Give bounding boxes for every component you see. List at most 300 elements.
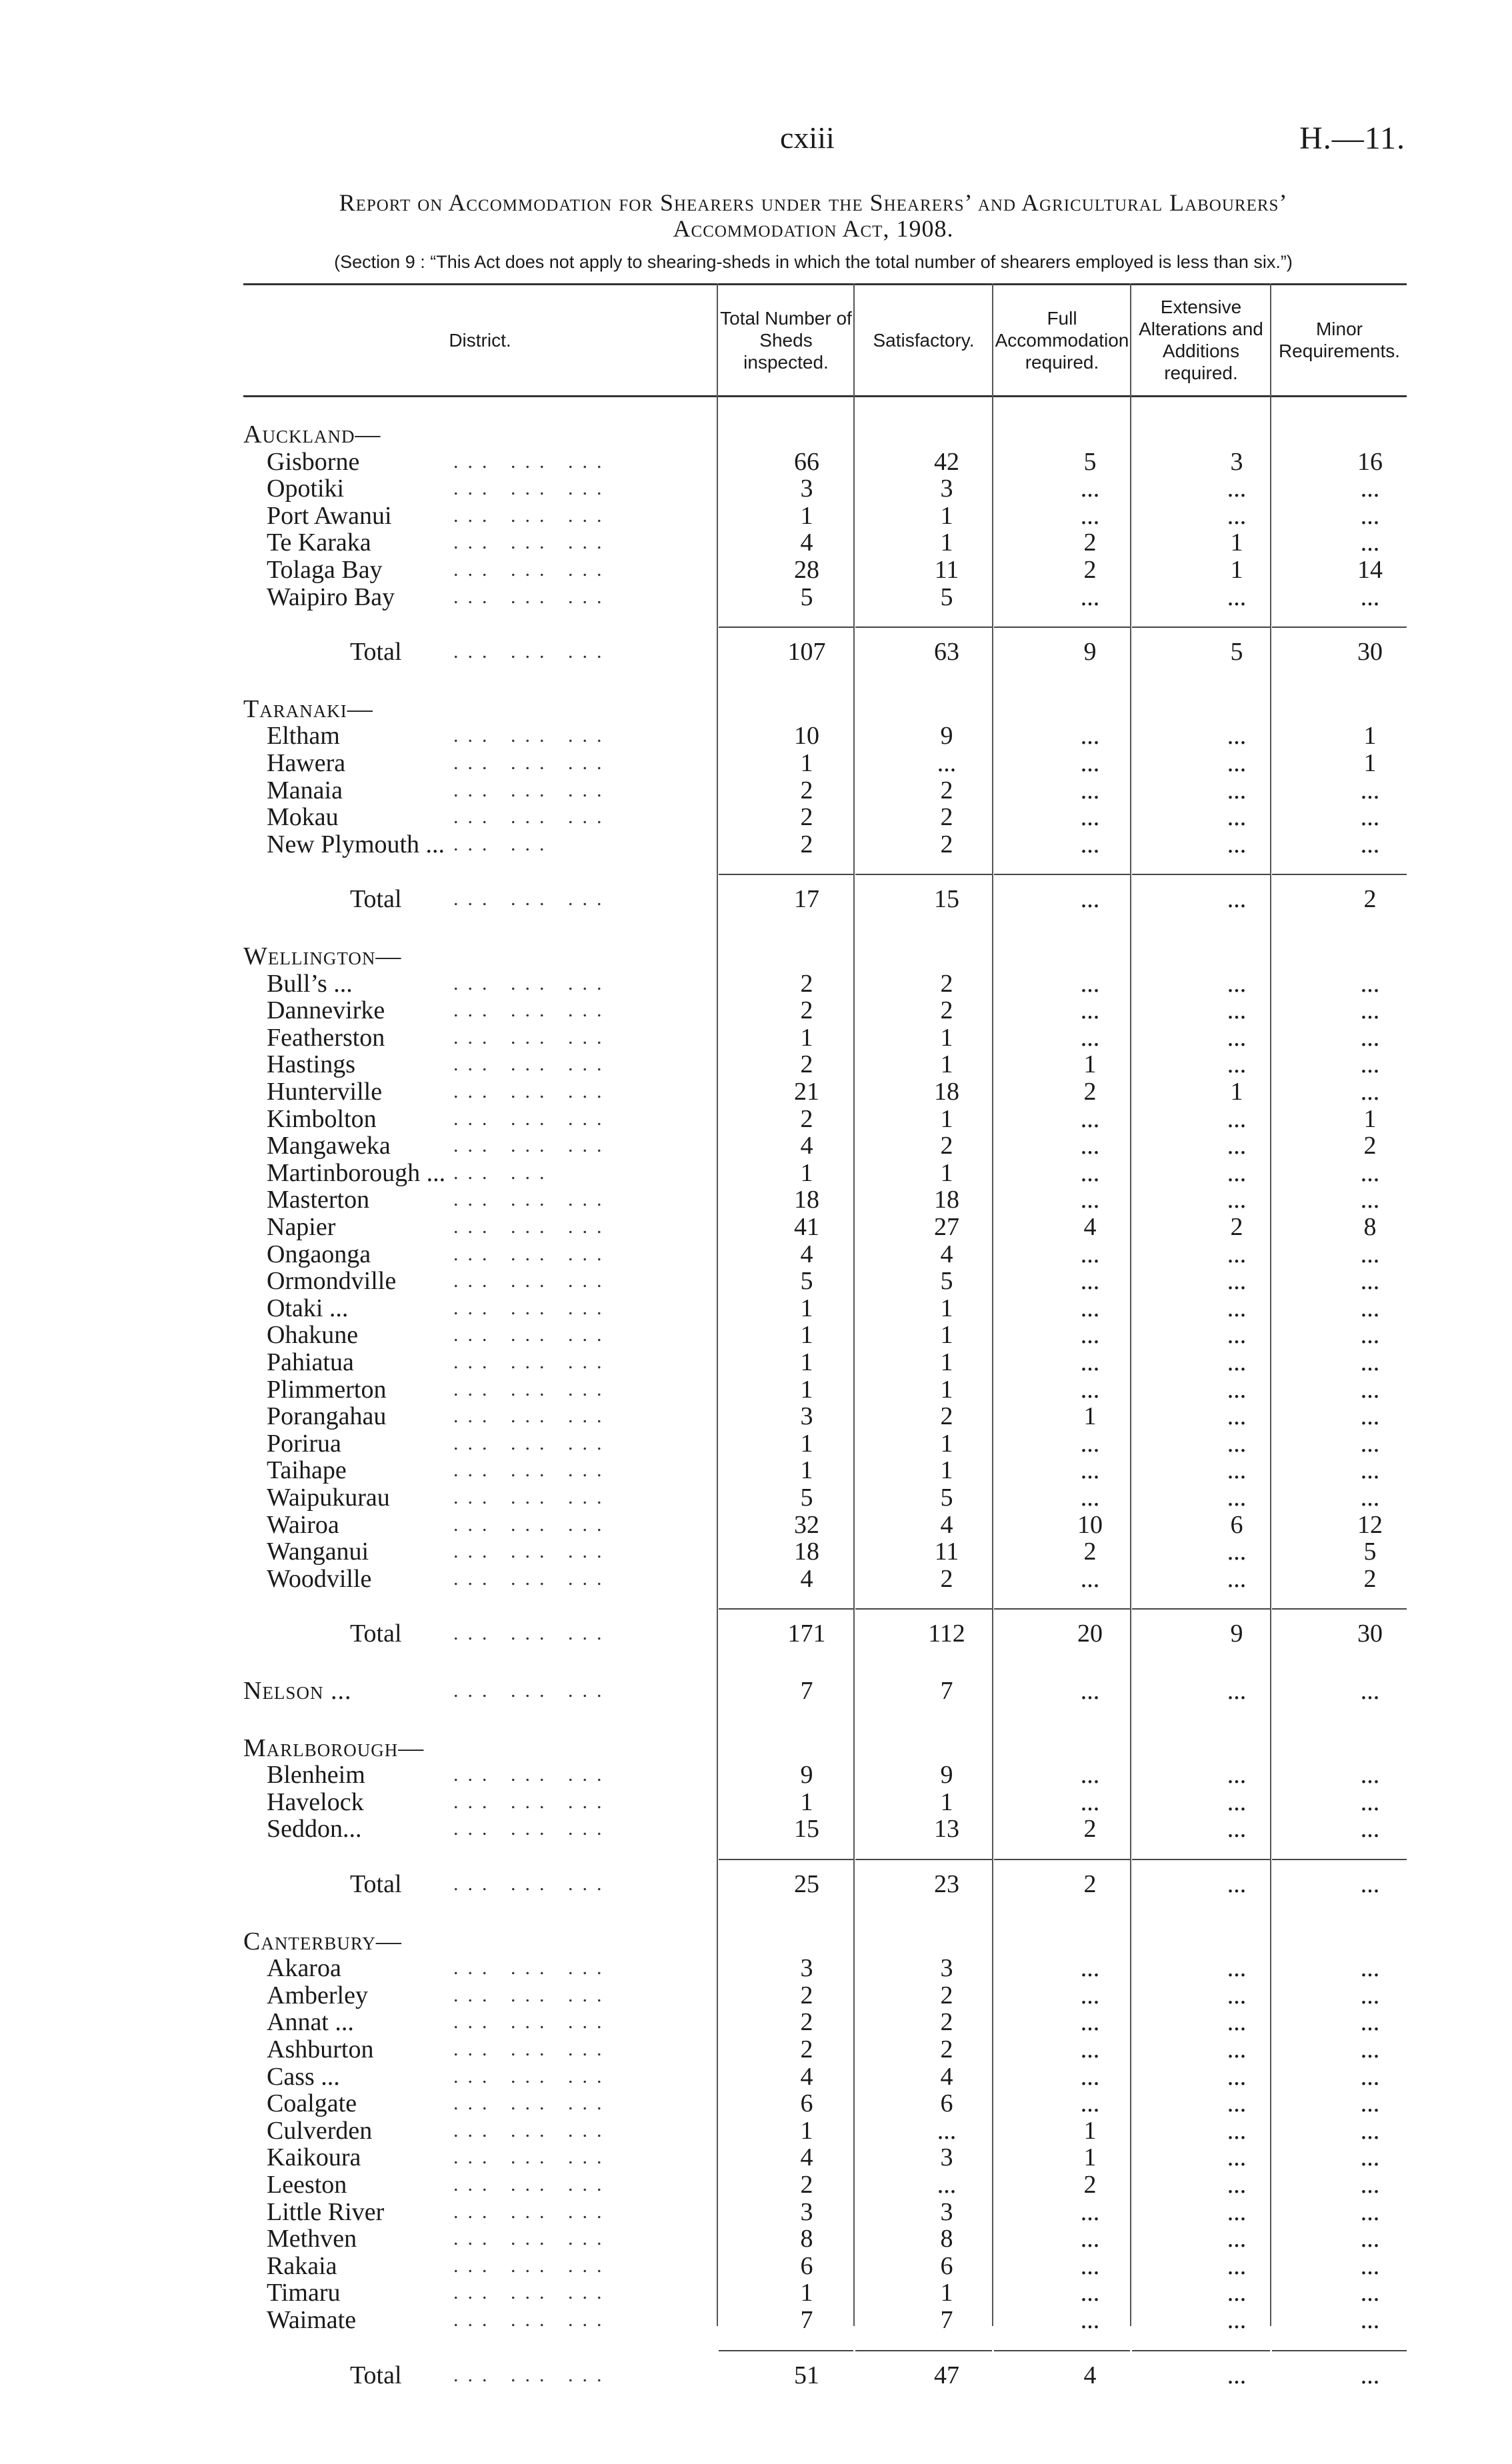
extensive-alterations-count: ... bbox=[1227, 1429, 1247, 1458]
full-accommodation-count: 2 bbox=[1083, 1078, 1097, 1106]
extensive-alterations-count: ... bbox=[1227, 2116, 1247, 2145]
total-count: 9 bbox=[800, 1761, 813, 1790]
total-count: 3 bbox=[800, 475, 813, 503]
extensive-alterations-count: ... bbox=[1227, 2197, 1247, 2226]
table-row bbox=[0, 970, 1512, 997]
row-label: Little River bbox=[267, 2197, 385, 2226]
leader-dots: ... ... ... bbox=[453, 640, 611, 663]
table-row bbox=[0, 1566, 1512, 1592]
row-label: New Plymouth ... bbox=[267, 830, 445, 858]
full-accommodation-count: 2 bbox=[1083, 1870, 1097, 1898]
table-row bbox=[0, 1484, 1512, 1511]
total-rule bbox=[994, 874, 1130, 875]
total-rule bbox=[1272, 1608, 1407, 1610]
satisfactory-count: 4 bbox=[940, 1240, 953, 1268]
total-rule bbox=[994, 626, 1130, 628]
table-row bbox=[0, 2307, 1512, 2333]
minor-requirements-count: ... bbox=[1360, 2035, 1380, 2063]
minor-requirements-count: ... bbox=[1360, 830, 1380, 858]
table-row bbox=[0, 1376, 1512, 1403]
extensive-alterations-count: ... bbox=[1227, 776, 1247, 804]
total-rule bbox=[719, 1608, 853, 1610]
total-count: 6 bbox=[800, 2089, 813, 2118]
satisfactory-count: 11 bbox=[934, 556, 959, 584]
minor-requirements-count: ... bbox=[1360, 1815, 1380, 1844]
table-row bbox=[0, 2063, 1512, 2090]
total-rule bbox=[855, 1859, 992, 1860]
extensive-alterations-count: ... bbox=[1227, 1564, 1247, 1593]
total-count: 107 bbox=[787, 638, 826, 666]
leader-dots: ... ... ... bbox=[453, 1622, 611, 1645]
column-header-total: Total Number of Sheds inspected. bbox=[720, 307, 852, 373]
satisfactory-count: 18 bbox=[934, 1186, 959, 1214]
full-accommodation-count: 2 bbox=[1083, 1538, 1097, 1566]
extensive-alterations-count: ... bbox=[1227, 501, 1247, 530]
extensive-alterations-count: ... bbox=[1227, 2062, 1247, 2091]
page-number: cxiii bbox=[780, 121, 835, 155]
satisfactory-count: 1 bbox=[940, 1050, 953, 1079]
satisfactory-count: 5 bbox=[940, 1484, 953, 1512]
row-label: Kimbolton bbox=[267, 1104, 377, 1133]
row-label: Nelson ... bbox=[243, 1677, 352, 1705]
total-count: 28 bbox=[794, 556, 819, 584]
total-rule bbox=[994, 2350, 1130, 2351]
extensive-alterations-count: ... bbox=[1227, 2251, 1247, 2280]
extensive-alterations-count: ... bbox=[1227, 885, 1247, 914]
minor-requirements-count: 1 bbox=[1363, 1104, 1377, 1133]
full-accommodation-count: ... bbox=[1080, 2251, 1100, 2280]
satisfactory-count: ... bbox=[937, 749, 957, 777]
leader-dots: ... ... ... bbox=[453, 1432, 611, 1454]
leader-dots: ... ... ... bbox=[453, 585, 611, 608]
table-row bbox=[0, 449, 1512, 475]
full-accommodation-count: 5 bbox=[1083, 447, 1097, 476]
total-count: 15 bbox=[794, 1815, 819, 1844]
total-count: 7 bbox=[800, 1677, 813, 1705]
total-count: 4 bbox=[800, 529, 813, 557]
satisfactory-count: 1 bbox=[940, 1321, 953, 1350]
table-row bbox=[0, 475, 1512, 502]
extensive-alterations-count: ... bbox=[1227, 830, 1247, 858]
leader-dots: ... ... ... bbox=[453, 2092, 611, 2115]
table-row bbox=[0, 1457, 1512, 1484]
table-row bbox=[0, 831, 1512, 858]
row-label: Otaki ... bbox=[267, 1294, 349, 1322]
leader-dots: ... ... ... bbox=[453, 2281, 611, 2304]
extensive-alterations-count: ... bbox=[1227, 996, 1247, 1025]
minor-requirements-count: ... bbox=[1360, 1788, 1380, 1816]
satisfactory-count: 4 bbox=[940, 2062, 953, 2091]
leader-dots: ... ... ... bbox=[453, 1296, 611, 1319]
extensive-alterations-count: ... bbox=[1227, 1132, 1247, 1160]
row-label: Mokau bbox=[267, 803, 339, 832]
row-label: Plimmerton bbox=[267, 1375, 387, 1404]
row-label: Marlborough— bbox=[243, 1734, 425, 1762]
leader-dots: ... ... ... bbox=[453, 806, 611, 828]
table-row bbox=[0, 1678, 1512, 1704]
minor-requirements-count: ... bbox=[1360, 2116, 1380, 2145]
full-accommodation-count: ... bbox=[1080, 2008, 1100, 2037]
leader-dots: ... ... ... bbox=[453, 1026, 611, 1048]
leader-dots: ... ... ... bbox=[453, 1134, 611, 1157]
minor-requirements-count: ... bbox=[1360, 2361, 1380, 2389]
satisfactory-count: 3 bbox=[940, 1954, 953, 1983]
total-count: 10 bbox=[794, 722, 819, 750]
row-label: Coalgate bbox=[267, 2089, 357, 2118]
satisfactory-count: 1 bbox=[940, 501, 953, 530]
full-accommodation-count: ... bbox=[1080, 2035, 1100, 2063]
minor-requirements-count: ... bbox=[1360, 2089, 1380, 2118]
extensive-alterations-count: ... bbox=[1227, 1321, 1247, 1350]
full-accommodation-count: ... bbox=[1080, 2089, 1100, 2118]
satisfactory-count: 2 bbox=[940, 1564, 953, 1593]
full-accommodation-count: 1 bbox=[1083, 2143, 1097, 2172]
total-count: 3 bbox=[800, 1402, 813, 1431]
leader-dots: ... ... ... bbox=[453, 2200, 611, 2223]
document-reference: H.—11. bbox=[1299, 121, 1405, 156]
satisfactory-count: 1 bbox=[940, 1023, 953, 1052]
full-accommodation-count: ... bbox=[1080, 996, 1100, 1025]
satisfactory-count: 1 bbox=[940, 1104, 953, 1133]
full-accommodation-count: 2 bbox=[1083, 556, 1097, 584]
row-label: Tolaga Bay bbox=[267, 556, 383, 584]
minor-requirements-count: 5 bbox=[1363, 1538, 1377, 1566]
full-accommodation-count: ... bbox=[1080, 1023, 1100, 1052]
minor-requirements-count: 2 bbox=[1363, 885, 1377, 914]
leader-dots: ... ... ... bbox=[453, 2227, 611, 2250]
satisfactory-count: 2 bbox=[940, 803, 953, 832]
leader-dots: ... ... ... bbox=[453, 1216, 611, 1238]
minor-requirements-count: ... bbox=[1360, 1078, 1380, 1106]
row-label: Ohakune bbox=[267, 1321, 359, 1350]
full-accommodation-count: ... bbox=[1080, 885, 1100, 914]
minor-requirements-count: ... bbox=[1360, 803, 1380, 832]
full-accommodation-count: ... bbox=[1080, 803, 1100, 832]
total-count: 1 bbox=[800, 2116, 813, 2145]
table-row bbox=[0, 529, 1512, 556]
table-row bbox=[0, 1955, 1512, 1981]
satisfactory-count: 63 bbox=[934, 638, 959, 666]
leader-dots: ... ... ... bbox=[453, 999, 611, 1022]
minor-requirements-count: ... bbox=[1360, 583, 1380, 611]
leader-dots: ... ... ... bbox=[453, 1513, 611, 1536]
row-label: Total bbox=[350, 1870, 402, 1898]
minor-requirements-count: ... bbox=[1360, 2197, 1380, 2226]
total-count: 7 bbox=[800, 2306, 813, 2334]
row-label: Blenheim bbox=[267, 1761, 365, 1790]
extensive-alterations-count: ... bbox=[1227, 1677, 1247, 1705]
extensive-alterations-count: 5 bbox=[1230, 638, 1243, 666]
table-row bbox=[0, 2253, 1512, 2279]
satisfactory-count: 42 bbox=[934, 447, 959, 476]
row-label: Akaroa bbox=[267, 1954, 341, 1983]
total-rule bbox=[994, 1608, 1130, 1610]
row-label: Napier bbox=[267, 1213, 336, 1241]
total-count: 5 bbox=[800, 1484, 813, 1512]
minor-requirements-count: ... bbox=[1360, 996, 1380, 1025]
row-label: Ongaonga bbox=[267, 1240, 371, 1268]
full-accommodation-count: ... bbox=[1080, 2306, 1100, 2334]
leader-dots: ... ... ... bbox=[453, 559, 611, 581]
minor-requirements-count: ... bbox=[1360, 1240, 1380, 1268]
full-accommodation-count: ... bbox=[1080, 749, 1100, 777]
table-row bbox=[0, 1241, 1512, 1268]
extensive-alterations-count: ... bbox=[1227, 1294, 1247, 1322]
table-row bbox=[0, 2036, 1512, 2063]
total-rule bbox=[719, 2350, 853, 2351]
table-row bbox=[0, 557, 1512, 583]
minor-requirements-count: 14 bbox=[1357, 556, 1383, 584]
leader-dots: ... ... ... bbox=[453, 504, 611, 527]
full-accommodation-count: ... bbox=[1080, 583, 1100, 611]
total-count: 1 bbox=[800, 1321, 813, 1350]
extensive-alterations-count: ... bbox=[1227, 2171, 1247, 2199]
satisfactory-count: 2 bbox=[940, 996, 953, 1025]
full-accommodation-count: 4 bbox=[1083, 1213, 1097, 1241]
extensive-alterations-count: 9 bbox=[1230, 1620, 1243, 1648]
full-accommodation-count: ... bbox=[1080, 1761, 1100, 1790]
row-label: Ormondville bbox=[267, 1267, 397, 1296]
total-row bbox=[0, 886, 1512, 912]
total-count: 25 bbox=[794, 1870, 819, 1898]
total-row bbox=[0, 1620, 1512, 1647]
table-row bbox=[0, 2279, 1512, 2306]
total-count: 2 bbox=[800, 2008, 813, 2037]
full-accommodation-count: 2 bbox=[1083, 1815, 1097, 1844]
extensive-alterations-count: ... bbox=[1227, 2035, 1247, 2063]
satisfactory-count: 112 bbox=[928, 1620, 965, 1648]
table-row bbox=[0, 1132, 1512, 1159]
extensive-alterations-count: 1 bbox=[1230, 1078, 1243, 1106]
row-label: Cass ... bbox=[267, 2062, 340, 2091]
leader-dots: ... ... ... bbox=[453, 2309, 611, 2331]
minor-requirements-count: ... bbox=[1360, 1954, 1380, 1983]
full-accommodation-count: 20 bbox=[1077, 1620, 1103, 1648]
column-header-extensive-alterations: Extensive Alterations and Additions required. bbox=[1139, 297, 1263, 383]
row-label: Manaia bbox=[267, 776, 343, 804]
total-count: 32 bbox=[794, 1510, 819, 1539]
full-accommodation-count: ... bbox=[1080, 1677, 1100, 1705]
district-group-row bbox=[0, 1928, 1512, 1955]
extensive-alterations-count: ... bbox=[1227, 1815, 1247, 1844]
total-count: 1 bbox=[800, 2279, 813, 2307]
table-row bbox=[0, 1051, 1512, 1078]
satisfactory-count: 27 bbox=[934, 1213, 959, 1241]
satisfactory-count: 1 bbox=[940, 1788, 953, 1816]
extensive-alterations-count: ... bbox=[1227, 1348, 1247, 1376]
satisfactory-count: 1 bbox=[940, 1456, 953, 1485]
satisfactory-count: 2 bbox=[940, 1402, 953, 1431]
total-count: 1 bbox=[800, 1788, 813, 1816]
minor-requirements-count: 2 bbox=[1363, 1564, 1377, 1593]
total-rule bbox=[1272, 1859, 1407, 1860]
leader-dots: ... ... ... bbox=[453, 1540, 611, 1563]
total-row bbox=[0, 638, 1512, 665]
full-accommodation-count: ... bbox=[1080, 2279, 1100, 2307]
row-label: Masterton bbox=[267, 1186, 370, 1214]
full-accommodation-count: 2 bbox=[1083, 2171, 1097, 2199]
satisfactory-count: 7 bbox=[940, 2306, 953, 2334]
extensive-alterations-count: ... bbox=[1227, 1375, 1247, 1404]
row-label: Opotiki bbox=[267, 475, 345, 503]
leader-dots: ... ... ... bbox=[453, 2363, 611, 2386]
row-label: Amberley bbox=[267, 1981, 368, 2009]
row-label: Pahiatua bbox=[267, 1348, 354, 1376]
row-label: Annat ... bbox=[267, 2008, 354, 2037]
full-accommodation-count: ... bbox=[1080, 1267, 1100, 1296]
leader-dots: ... ... ... bbox=[453, 972, 611, 994]
leader-dots: ... ... ... bbox=[453, 1324, 611, 1346]
total-count: 6 bbox=[800, 2251, 813, 2280]
section-note: (Section 9 : “This Act does not apply to shearing-sheds in which the total number of shearers employed is less than six.”) bbox=[334, 252, 1293, 272]
table-row bbox=[0, 1268, 1512, 1294]
satisfactory-count: 1 bbox=[940, 1294, 953, 1322]
satisfactory-count: 2 bbox=[940, 1132, 953, 1160]
row-label: Culverden bbox=[267, 2116, 373, 2145]
total-rule bbox=[855, 874, 992, 875]
minor-requirements-count: 2 bbox=[1363, 1132, 1377, 1160]
full-accommodation-count: 2 bbox=[1083, 529, 1097, 557]
total-rule bbox=[855, 2350, 992, 2351]
total-count: 2 bbox=[800, 776, 813, 804]
total-count: 4 bbox=[800, 1132, 813, 1160]
table-row bbox=[0, 584, 1512, 611]
full-accommodation-count: ... bbox=[1080, 1348, 1100, 1376]
column-header-full-accommodation: Full Accommodation required. bbox=[995, 307, 1129, 373]
leader-dots: ... ... ... bbox=[453, 1983, 611, 2006]
leader-dots: ... ... ... bbox=[453, 2254, 611, 2277]
total-count: 171 bbox=[787, 1620, 826, 1648]
table-row bbox=[0, 1982, 1512, 2009]
full-accommodation-count: ... bbox=[1080, 969, 1100, 998]
row-label: Canterbury— bbox=[243, 1927, 402, 1955]
total-count: 1 bbox=[800, 1158, 813, 1187]
satisfactory-count: 2 bbox=[940, 2008, 953, 2037]
table-row bbox=[0, 1538, 1512, 1565]
extensive-alterations-count: ... bbox=[1227, 1023, 1247, 1052]
satisfactory-count: 18 bbox=[934, 1078, 959, 1106]
minor-requirements-count: ... bbox=[1360, 1267, 1380, 1296]
total-rule bbox=[1272, 2350, 1407, 2351]
row-label: Kaikoura bbox=[267, 2143, 361, 2172]
full-accommodation-count: 1 bbox=[1083, 1402, 1097, 1431]
total-rule bbox=[1132, 1859, 1270, 1860]
extensive-alterations-count: 1 bbox=[1230, 556, 1243, 584]
leader-dots: ... ... ... bbox=[453, 2119, 611, 2141]
table-row bbox=[0, 2199, 1512, 2225]
satisfactory-count: 4 bbox=[940, 1510, 953, 1539]
row-label: Total bbox=[350, 1620, 402, 1648]
full-accommodation-count: ... bbox=[1080, 1564, 1100, 1593]
column-header-district: District. bbox=[449, 329, 511, 351]
extensive-alterations-count: 2 bbox=[1230, 1213, 1243, 1241]
table-row bbox=[0, 1430, 1512, 1457]
total-rule bbox=[719, 1859, 853, 1860]
table-row bbox=[0, 1106, 1512, 1132]
full-accommodation-count: 10 bbox=[1077, 1510, 1103, 1539]
total-row bbox=[0, 1871, 1512, 1897]
extensive-alterations-count: 6 bbox=[1230, 1510, 1243, 1539]
satisfactory-count: 3 bbox=[940, 2197, 953, 2226]
extensive-alterations-count: ... bbox=[1227, 583, 1247, 611]
row-label: Timaru bbox=[267, 2279, 341, 2307]
extensive-alterations-count: ... bbox=[1227, 1050, 1247, 1079]
leader-dots: ... ... ... bbox=[453, 1351, 611, 1373]
satisfactory-count: 1 bbox=[940, 1348, 953, 1376]
row-label: Total bbox=[350, 2361, 402, 2389]
table-row bbox=[0, 2090, 1512, 2117]
row-label: Porirua bbox=[267, 1429, 341, 1458]
table-row bbox=[0, 804, 1512, 830]
full-accommodation-count: ... bbox=[1080, 2062, 1100, 2091]
table-row bbox=[0, 1762, 1512, 1788]
leader-dots: ... ... ... bbox=[453, 1242, 611, 1265]
row-label: Dannevirke bbox=[267, 996, 385, 1025]
full-accommodation-count: ... bbox=[1080, 1484, 1100, 1512]
minor-requirements-count: 1 bbox=[1363, 749, 1377, 777]
leader-dots: ... ... ... bbox=[453, 2146, 611, 2169]
total-rule bbox=[994, 1859, 1130, 1860]
satisfactory-count: ... bbox=[937, 2116, 957, 2145]
extensive-alterations-count: ... bbox=[1227, 1761, 1247, 1790]
table-row bbox=[0, 1512, 1512, 1538]
leader-dots: ... ... ... bbox=[453, 778, 611, 801]
total-count: 1 bbox=[800, 1023, 813, 1052]
row-label: Hunterville bbox=[267, 1078, 383, 1106]
minor-requirements-count: ... bbox=[1360, 501, 1380, 530]
extensive-alterations-count: ... bbox=[1227, 1954, 1247, 1983]
row-label: Porangahau bbox=[267, 1402, 387, 1431]
row-label: Woodville bbox=[267, 1564, 372, 1593]
table-row bbox=[0, 1322, 1512, 1348]
table-row bbox=[0, 1816, 1512, 1842]
satisfactory-count: 1 bbox=[940, 529, 953, 557]
table-row bbox=[0, 1403, 1512, 1430]
extensive-alterations-count: ... bbox=[1227, 2225, 1247, 2253]
satisfactory-count: 2 bbox=[940, 2035, 953, 2063]
minor-requirements-count: ... bbox=[1360, 969, 1380, 998]
leader-dots: ... ... ... bbox=[453, 2011, 611, 2033]
extensive-alterations-count: 3 bbox=[1230, 447, 1243, 476]
full-accommodation-count: ... bbox=[1080, 475, 1100, 503]
satisfactory-count: 7 bbox=[940, 1677, 953, 1705]
satisfactory-count: 9 bbox=[940, 1761, 953, 1790]
table-row bbox=[0, 1024, 1512, 1051]
minor-requirements-count: ... bbox=[1360, 1402, 1380, 1431]
extensive-alterations-count: ... bbox=[1227, 1484, 1247, 1512]
extensive-alterations-count: ... bbox=[1227, 749, 1247, 777]
minor-requirements-count: ... bbox=[1360, 2008, 1380, 2037]
total-count: 18 bbox=[794, 1538, 819, 1566]
minor-requirements-count: 12 bbox=[1357, 1510, 1383, 1539]
row-label: Havelock bbox=[267, 1788, 364, 1816]
total-count: 41 bbox=[794, 1213, 819, 1241]
extensive-alterations-count: ... bbox=[1227, 1981, 1247, 2009]
satisfactory-count: 47 bbox=[934, 2361, 959, 2389]
total-rule bbox=[1272, 874, 1407, 875]
header-bottom-rule bbox=[243, 395, 1407, 397]
leader-dots: ... ... ... bbox=[453, 477, 611, 500]
minor-requirements-count: ... bbox=[1360, 1456, 1380, 1485]
full-accommodation-count: ... bbox=[1080, 501, 1100, 530]
total-count: 2 bbox=[800, 803, 813, 832]
table-row bbox=[0, 1160, 1512, 1186]
minor-requirements-count: ... bbox=[1360, 2279, 1380, 2307]
satisfactory-count: 2 bbox=[940, 776, 953, 804]
leader-dots: ... ... ... bbox=[453, 2173, 611, 2195]
total-count: 1 bbox=[800, 1429, 813, 1458]
satisfactory-count: 6 bbox=[940, 2089, 953, 2118]
